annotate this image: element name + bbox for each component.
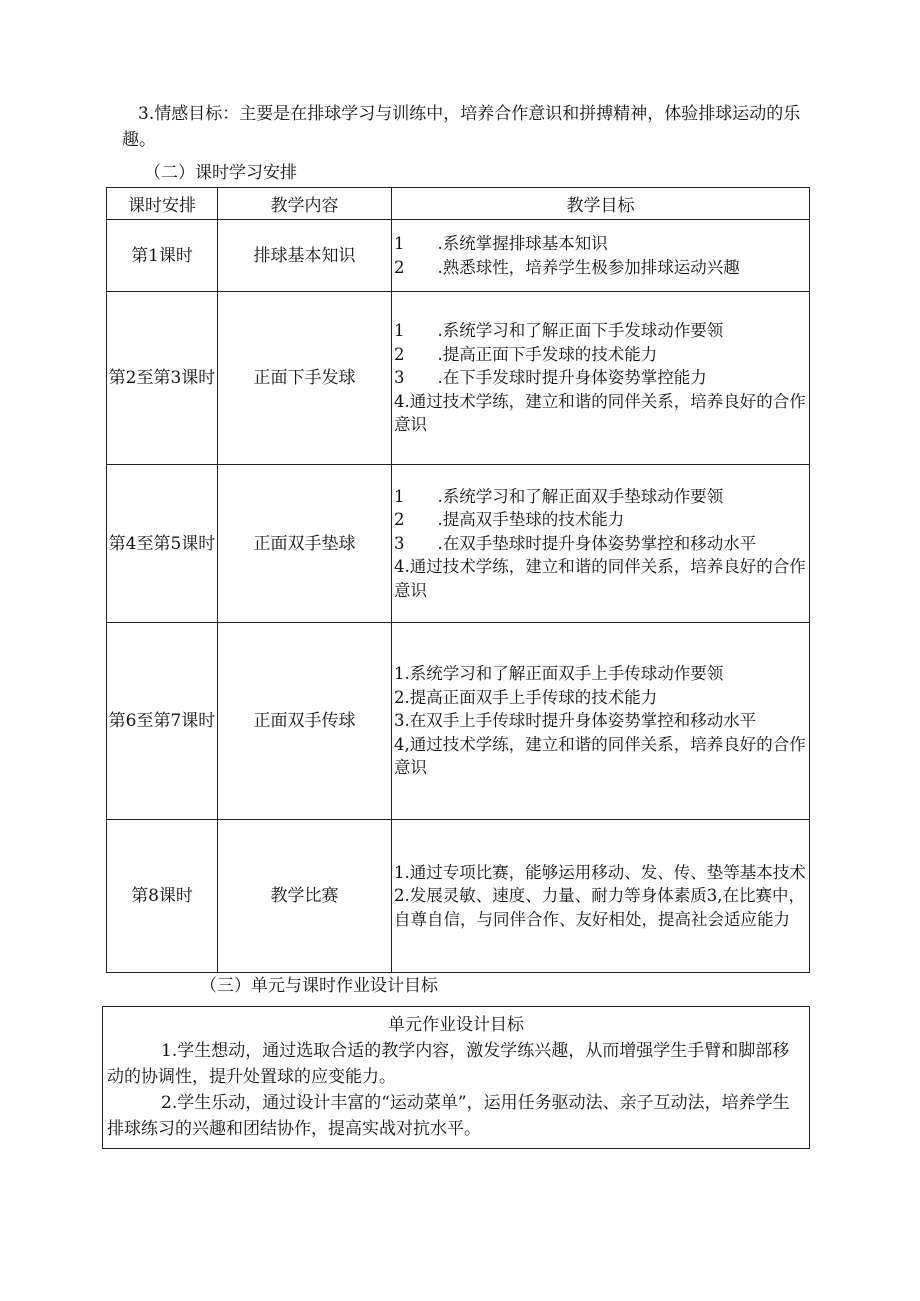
- period-cell: 第8课时: [107, 820, 218, 973]
- goals-cell: [392, 292, 810, 465]
- goal-item: 1.系统学习和了解正面双手上手传球动作要领: [394, 664, 724, 684]
- goal-item: 1 .系统掌握排球基本知识: [394, 234, 608, 253]
- goal-item: 2.发展灵敏、速度、力量、耐力等身体素质3,在比赛中，自尊自信，与同伴合作、友好相处，提高社会适应能力: [394, 886, 805, 929]
- table-row: [107, 820, 810, 973]
- period-cell: 第2至第3课时: [107, 292, 218, 465]
- content-cell: 正面下手发球: [218, 292, 392, 465]
- goal-item: 3.在双手上手传球时提升身体姿势掌控和移动水平: [394, 711, 757, 731]
- table-row: [107, 292, 810, 465]
- period-cell: 第4至第5课时: [107, 465, 218, 623]
- goal-item: 2 .熟悉球性，培养学生极参加排球运动兴趣: [394, 257, 740, 277]
- goal-item: 1.通过专项比赛，能够运用移动、发、传、垫等基本技术: [394, 862, 806, 882]
- goal-item: 1 .系统学习和了解正面下手发球动作要领: [394, 321, 724, 341]
- goal-item: 3 .在下手发球时提升身体姿势掌控能力: [394, 368, 707, 388]
- goal-item: 4,通过技术学练，建立和谐的同伴关系，培养良好的合作意识: [394, 734, 806, 778]
- goal-item: 2 .提高正面下手发球的技术能力: [394, 344, 658, 364]
- table-row: [107, 220, 810, 292]
- table-row: [107, 623, 810, 820]
- schedule-table: [106, 187, 810, 973]
- section-heading-homework: （三）单元与课时作业设计目标: [200, 976, 438, 996]
- content-cell: 正面双手垫球: [218, 465, 392, 623]
- goals-cell: [392, 465, 810, 623]
- goal-item: 4.通过技术学练，建立和谐的同伴关系，培养良好的合作意识: [394, 557, 806, 600]
- goals-cell: [392, 820, 810, 973]
- intro-paragraph: 3.情感目标：主要是在排球学习与训练中，培养合作意识和拼搏精神，体验排球运动的乐趣。: [122, 104, 801, 150]
- period-cell: 第1课时: [107, 220, 218, 292]
- period-cell: 第6至第7课时: [107, 623, 218, 820]
- goal-item: 3 .在双手垫球时提升身体姿势掌控和移动水平: [394, 533, 757, 553]
- box-paragraph: 2.学生乐动，通过设计丰富的“运动菜单”，运用任务驱动法、亲子互动法，培养学生排球练习的兴趣和团结协作，提高实战对抗水平。: [107, 1093, 790, 1139]
- table-row: [107, 465, 810, 623]
- header-goals: 教学目标: [392, 188, 810, 220]
- table-header-row: [107, 188, 810, 220]
- goals-cell: [392, 623, 810, 820]
- content-cell: 教学比赛: [218, 820, 392, 973]
- goal-item: 2 .提高双手垫球的技术能力: [394, 510, 625, 530]
- content-cell: 排球基本知识: [218, 220, 392, 292]
- goal-item: 1 .系统学习和了解正面双手垫球动作要领: [394, 486, 724, 506]
- header-content: 教学内容: [218, 188, 392, 220]
- section-heading-schedule: （二）课时学习安排: [144, 163, 297, 183]
- content-cell: 正面双手传球: [218, 623, 392, 820]
- goals-cell: [392, 220, 810, 292]
- header-period: 课时安排: [107, 188, 218, 220]
- goal-item: 4.通过技术学练，建立和谐的同伴关系，培养良好的合作意识: [394, 391, 806, 435]
- box-title: 单元作业设计目标: [388, 1015, 524, 1035]
- goal-item: 2.提高正面双手上手传球的技术能力: [394, 687, 658, 707]
- box-paragraph: 1.学生想动，通过选取合适的教学内容，激发学练兴趣，从而增强学生手臂和脚部移动的协调性，提升处置球的应变能力。: [107, 1041, 790, 1087]
- unit-homework-goals-box: [102, 1006, 810, 1149]
